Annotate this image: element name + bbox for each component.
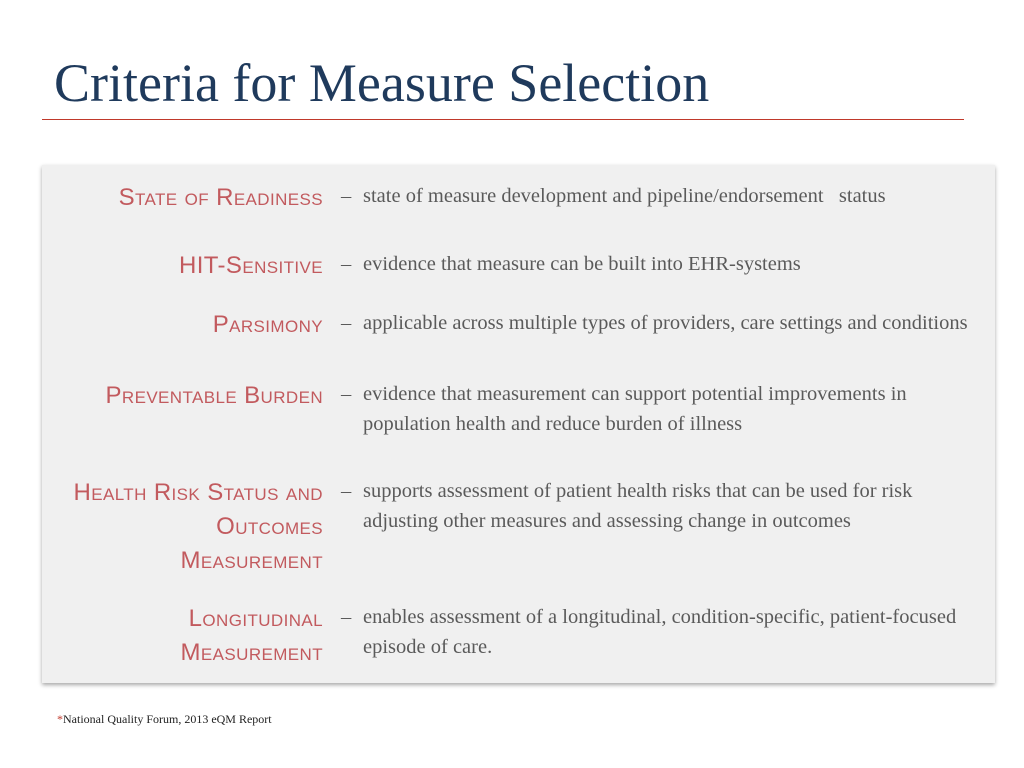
dash-glyph: –: [341, 185, 352, 207]
footnote-text: National Quality Forum, 2013 eQM Report: [63, 712, 272, 726]
criteria-term: Longitudinal Measurement: [180, 605, 323, 666]
dash-glyph: –: [341, 312, 352, 334]
dash-glyph: –: [341, 253, 352, 275]
criteria-description: [341, 602, 971, 662]
dash-glyph: –: [341, 606, 352, 628]
criteria-description: [341, 181, 971, 211]
criteria-term: Health Risk Status and Outcomes Measurement: [73, 479, 323, 574]
dash-glyph: –: [341, 383, 352, 405]
criteria-term: Parsimony: [212, 311, 323, 338]
criteria-description: [341, 476, 971, 536]
footnote-mark: *: [57, 712, 63, 726]
criteria-description-text: evidence that measure can be built into EHR-systems: [363, 253, 801, 275]
criteria-description: [341, 308, 971, 338]
title-divider: [42, 119, 964, 120]
criteria-description-text: evidence that measurement can support potential improvements in population health and reduce burden of illness: [363, 383, 907, 435]
slide-title: Criteria for Measure Selection: [54, 53, 710, 113]
criteria-term: HIT-Sensitive: [179, 252, 323, 279]
criteria-description-text: applicable across multiple types of providers, care settings and conditions: [363, 312, 968, 334]
criteria-description-text: supports assessment of patient health risks that can be used for risk adjusting other measures and assessing change in outcomes: [363, 480, 913, 532]
footnote: [57, 712, 272, 727]
dash-glyph: –: [341, 480, 352, 502]
criteria-term: State of Readiness: [118, 184, 323, 211]
criteria-panel: [42, 165, 995, 683]
criteria-description: [341, 379, 971, 439]
criteria-description: [341, 249, 971, 279]
criteria-description-text: state of measure development and pipeline/endorsement status: [363, 185, 886, 207]
criteria-description-text: enables assessment of a longitudinal, condition-specific, patient-focused episode of care.: [363, 606, 957, 658]
criteria-term: Preventable Burden: [105, 382, 323, 409]
